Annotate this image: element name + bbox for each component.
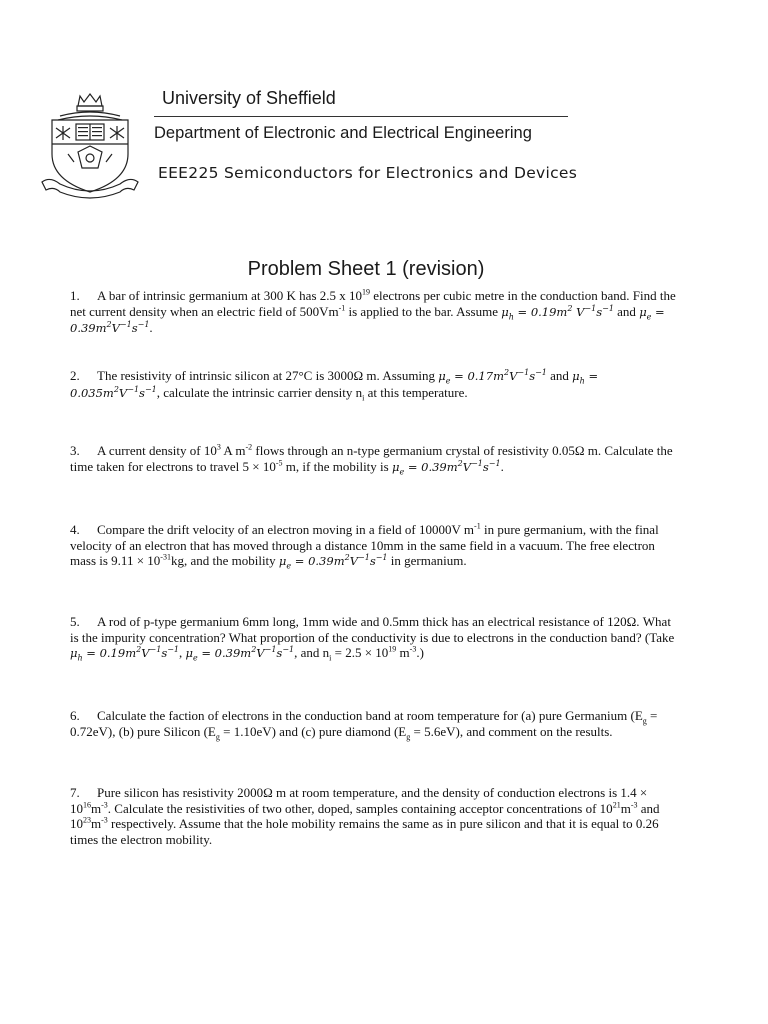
math-mobility-h: $\mu_h = 0.19m^2V^{-1}s^{-1}$ (70, 645, 180, 663)
problem-3: 3. A current density of $10^3$ A $m^{-2}$ flows through an n-type germanium crystal of resistivity 0.05Ω m. Calculate the time taken for electrons to travel $5 \times 10^{-5}$ m, if the mobility is $\mu_e = 0.39m^2V^{-1}s^{-1}$. (70, 442, 673, 476)
math-mobility-e: $\mu_e = 0.39m^2V^{-1}s^{-1}$ (70, 304, 665, 336)
math-mobility-e: $\mu_e = 0.17m^2V^{-1}s^{-1}$ (438, 368, 547, 386)
header-divider (154, 116, 568, 117)
university-crest-logo (40, 92, 140, 200)
problem-number: 3. (70, 443, 80, 458)
problem-number: 1. (70, 288, 80, 303)
math-mobility-h: $\mu_h = 0.035m^2V^{-1}s^{-1}$ (70, 369, 599, 400)
math-mobility-e: $\mu_e = 0.39m^2V^{-1}s^{-1}$ (185, 645, 295, 663)
department-name: Department of Electronic and Electrical Engineering (154, 124, 532, 142)
problem-number: 5. (70, 614, 80, 629)
problem-number: 6. (70, 708, 80, 723)
problem-4: 4. Compare the drift velocity of an electron moving in a field of 10000V $m^{-1}$ in pure germanium, with the final velocity of an electron that has moved through a distance 10mm in the same field in a vacuum. The free electron mass is $9.11 \times 10^{-31}kg$, and the mobility $\mu_e = 0.39m^2V^{-1}s^{-1}$ in germanium. (70, 521, 659, 571)
problem-6: 6. Calculate the faction of electrons in the conduction band at room temperature for (a) pure Germanium $(E_g = 0.72eV)$, (b) pure Silicon $(E_g = 1.10eV)$ and (c) pure diamond $(E_g = 5.6eV)$, and comment on the results. (70, 708, 658, 742)
sheet-title: Problem Sheet 1 (revision) (247, 258, 485, 280)
problem-5: 5. A rod of p-type germanium 6mm long, 1mm wide and 0.5mm thick has an electrical resistance of 120Ω. What is the impurity concentration? What proportion of the conductivity is due to electrons in the conduction band? (Take $\mu_h = 0.19m^2V^{-1}s^{-1}$, $\mu_e = 0.39m^2V^{-1}s^{-1}$, and $n_i = 2.5 \times 10^{19}$ $m^{-3}$.) (70, 614, 675, 663)
problem-number: 2. (70, 368, 80, 383)
math-mobility-e: $\mu_e = 0.39m^2V^{-1}s^{-1}$ (278, 553, 388, 571)
problem-2: 2. The resistivity of intrinsic silicon at 27°C is 3000Ω m. Assuming $\mu_e = 0.17m^2V^{-1}s^{-1}$ and $\mu_h = 0.035m^2V^{-1}s^{-1}$, calculate the intrinsic carrier density $n_i$ at this temperature. (70, 368, 599, 403)
university-name: University of Sheffield (162, 88, 336, 108)
problem-number: 7. (70, 785, 80, 800)
problem-number: 4. (70, 522, 80, 537)
problem-1: 1. A bar of intrinsic germanium at 300 K has 2.5 x $10^{19}$ electrons per cubic metre in the conduction band. Find the net current density when an electric field of $500Vm^{-1}$ is applied to the bar. Assume $\mu_h = 0.19m^2$ $V^{-1}s^{-1}$ and $\mu_e = 0.39m^2V^{-1}s^{-1}$. (70, 287, 676, 336)
math-mobility-h: $\mu_h = 0.19m^2$ $V^{-1}s^{-1}$ (501, 303, 614, 321)
problem-7: 7. Pure silicon has resistivity 2000Ω m at room temperature, and the density of conduction electrons is $1.4 \times 10^{16}m^{-3}$. Calculate the resistivities of two other, doped, samples containing acceptor concentrations of $10^{21}m^{-3}$ and $10^{23}m^{-3}$ respectively. Assume that the hole mobility remains the same as in pure silicon and that it is equal to 0.26 times the electron mobility. (70, 785, 660, 847)
course-title: EEE225 Semiconductors for Electronics and Devices (158, 164, 578, 182)
math-mobility-e: $\mu_e = 0.39m^2V^{-1}s^{-1}$ (391, 458, 501, 476)
